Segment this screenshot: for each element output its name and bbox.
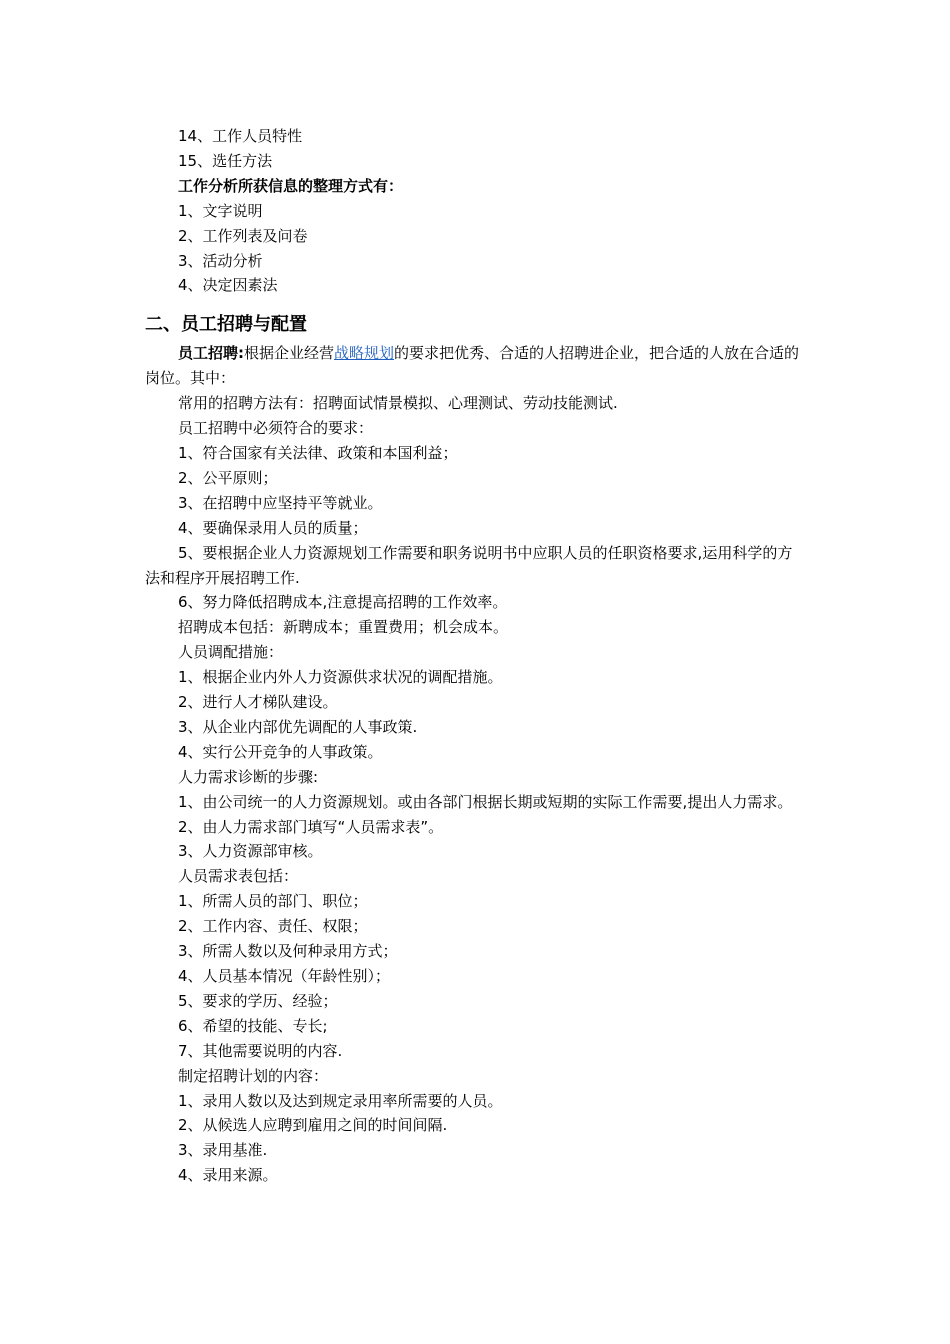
methods-paragraph: 常用的招聘方法有：招聘面试情景模拟、心理测试、劳动技能测试.	[178, 394, 618, 413]
strategy-planning-link[interactable]: 战略规划	[334, 344, 395, 363]
list-item: 3、在招聘中应坚持平等就业。	[178, 493, 383, 512]
info-methods-title: 工作分析所获信息的整理方式有：	[178, 176, 404, 195]
intro-paragraph	[145, 341, 805, 391]
list-item: 2、由人力需求部门填写“人员需求表”。	[178, 817, 444, 836]
document-page	[145, 124, 805, 1188]
list-item: 1、文字说明	[178, 201, 263, 220]
intro-text-after: 的要求把优秀、合适的人招聘进企业，把合适的人放在合适的岗位。其中：	[145, 344, 800, 388]
list-item: 1、所需人员的部门、职位；	[178, 892, 368, 911]
list-item: 2、进行人才梯队建设。	[178, 693, 338, 712]
list-item: 4、人员基本情况（年龄性别）；	[178, 967, 391, 985]
list-item: 4、要确保录用人员的质量；	[178, 518, 368, 537]
list-item: 3、活动分析	[178, 251, 263, 270]
list-item: 5、要根据企业人力资源规划工作需要和职务说明书中应职人员的任职资格要求,运用科学的方法和程序开展招聘工作.	[145, 543, 793, 587]
list-item: 2、工作内容、责任、权限；	[178, 917, 368, 936]
list-item: 3、从企业内部优先调配的人事政策.	[178, 717, 418, 736]
list-item: 3、所需人数以及何种录用方式；	[178, 942, 398, 961]
allocation-title: 人员调配措施：	[178, 643, 284, 662]
requirements-title: 员工招聘中必须符合的要求：	[178, 419, 374, 438]
list-item: 2、公平原则；	[178, 468, 278, 487]
list-item: 2、从候选人应聘到雇用之间的时间间隔.	[178, 1116, 448, 1135]
list-item: 4、决定因素法	[178, 276, 278, 295]
demand-form-title: 人员需求表包括：	[178, 867, 299, 886]
list-item: 4、录用来源。	[178, 1166, 278, 1185]
list-item: 6、希望的技能、专长;	[178, 1016, 328, 1035]
list-item: 4、实行公开竞争的人事政策。	[178, 742, 383, 761]
list-item: 15、选任方法	[178, 151, 273, 170]
intro-text-before: 根据企业经营	[244, 344, 335, 363]
section-heading: 二、员工招聘与配置	[145, 314, 307, 336]
list-item: 3、录用基准.	[178, 1141, 268, 1160]
plan-title: 制定招聘计划的内容：	[178, 1066, 329, 1085]
diagnosis-title: 人力需求诊断的步骤:	[178, 767, 319, 786]
list-item: 5、要求的学历、经验；	[178, 991, 338, 1010]
list-item: 3、人力资源部审核。	[178, 842, 323, 861]
list-item: 1、符合国家有关法律、政策和本国利益；	[178, 443, 458, 462]
list-item: 1、根据企业内外人力资源供求状况的调配措施。	[178, 668, 503, 687]
list-item: 2、工作列表及问卷	[178, 226, 308, 245]
list-item: 1、由公司统一的人力资源规划。或由各部门根据长期或短期的实际工作需要,提出人力需求。	[178, 792, 793, 811]
cost-paragraph: 招聘成本包括：新聘成本；重置费用；机会成本。	[178, 618, 509, 637]
list-item: 1、录用人数以及达到规定录用率所需要的人员。	[178, 1091, 503, 1110]
intro-term: 员工招聘:	[178, 344, 244, 363]
list-item: 14、工作人员特性	[178, 127, 303, 145]
list-item: 7、其他需要说明的内容.	[178, 1041, 343, 1060]
list-item: 6、努力降低招聘成本,注意提高招聘的工作效率。	[178, 593, 508, 612]
